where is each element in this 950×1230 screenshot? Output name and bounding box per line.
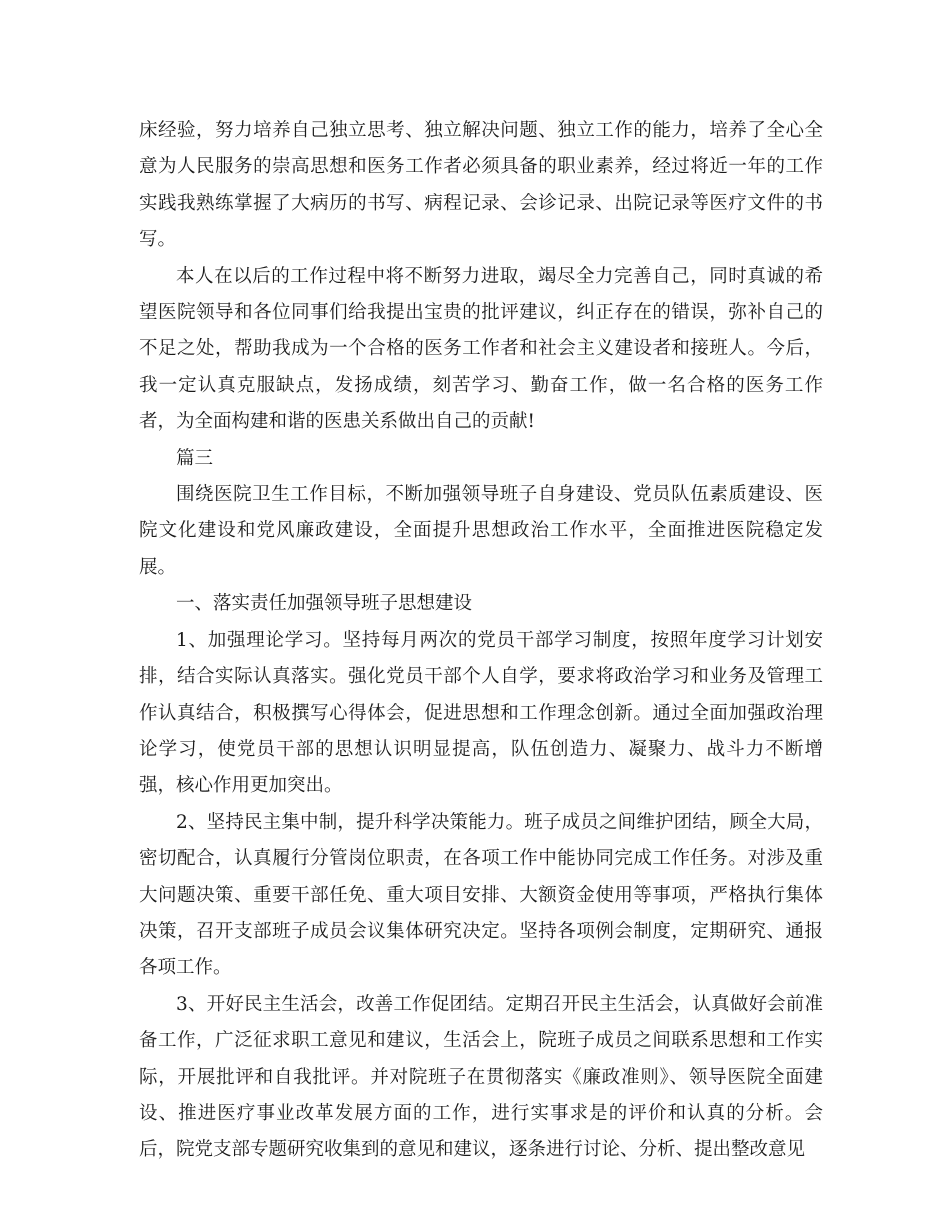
paragraph-item-2: 2、坚持民主集中制，提升科学决策能力。班子成员之间维护团结，顾全大局，密切配合，认真履行分管岗位职责，在各项工作中能协同完成工作任务。对涉及重大问题决策、重要干部任免、重大项目安排、大额资金使用等事项，严格执行集体决策，召开支部班子成员会议集体研究决定。坚持各项例会制度，定期研究、通报各项工作。 (139, 811, 823, 979)
subheading-leadership: 一、落实责任加强领导班子思想建设 (176, 593, 473, 615)
paragraph-item-1: 1、加强理论学习。坚持每月两次的党员干部学习制度，按照年度学习计划安排，结合实际认真落实。强化党员干部个人自学，要求将政治学习和业务及管理工作认真结合，积极撰写心得体会，促进思想和工作理念创新。通过全面加强政治理论学习，使党员干部的思想认识明显提高，队伍创造力、凝聚力、战斗力不断增强，核心作用更加突出。 (139, 629, 823, 797)
section-heading-part-three: 篇三 (176, 447, 214, 469)
paragraph-continuation: 床经验，努力培养自己独立思考、独立解决问题、独立工作的能力，培养了全心全意为人民服务的崇高思想和医务工作者必须具备的职业素养，经过将近一年的工作实践我熟练掌握了大病历的书写、病程记录、会诊记录、出院记录等医疗文件的书写。 (139, 120, 823, 251)
paragraph-self-commitment: 本人在以后的工作过程中将不断努力进取，竭尽全力完善自己，同时真诚的希望医院领导和各位同事们给我提出宝贵的批评建议，纠正存在的错误，弥补自己的不足之处，帮助我成为一个合格的医务工作者和社会主义建设者和接班人。今后，我一定认真克服缺点，发扬成绩，刻苦学习、勤奋工作，做一名合格的医务工作者，为全面构建和谐的医患关系做出自己的贡献! (139, 265, 823, 433)
paragraph-item-3: 3、开好民主生活会，改善工作促团结。定期召开民主生活会，认真做好会前准备工作，广泛征求职工意见和建议，生活会上，院班子成员之间联系思想和工作实际，开展批评和自我批评。并对院班子在贯彻落实《廉政准则》、领导医院全面建设、推进医疗事业改革发展方面的工作，进行实事求是的评价和认真的分析。会后，院党支部专题研究收集到的意见和建议，逐条进行讨论、分析、提出整改意见 (139, 993, 823, 1161)
document-body (139, 113, 823, 1169)
paragraph-intro: 围绕医院卫生工作目标，不断加强领导班子自身建设、党员队伍素质建设、医院文化建设和党风廉政建设，全面提升思想政治工作水平，全面推进医院稳定发展。 (139, 484, 823, 578)
